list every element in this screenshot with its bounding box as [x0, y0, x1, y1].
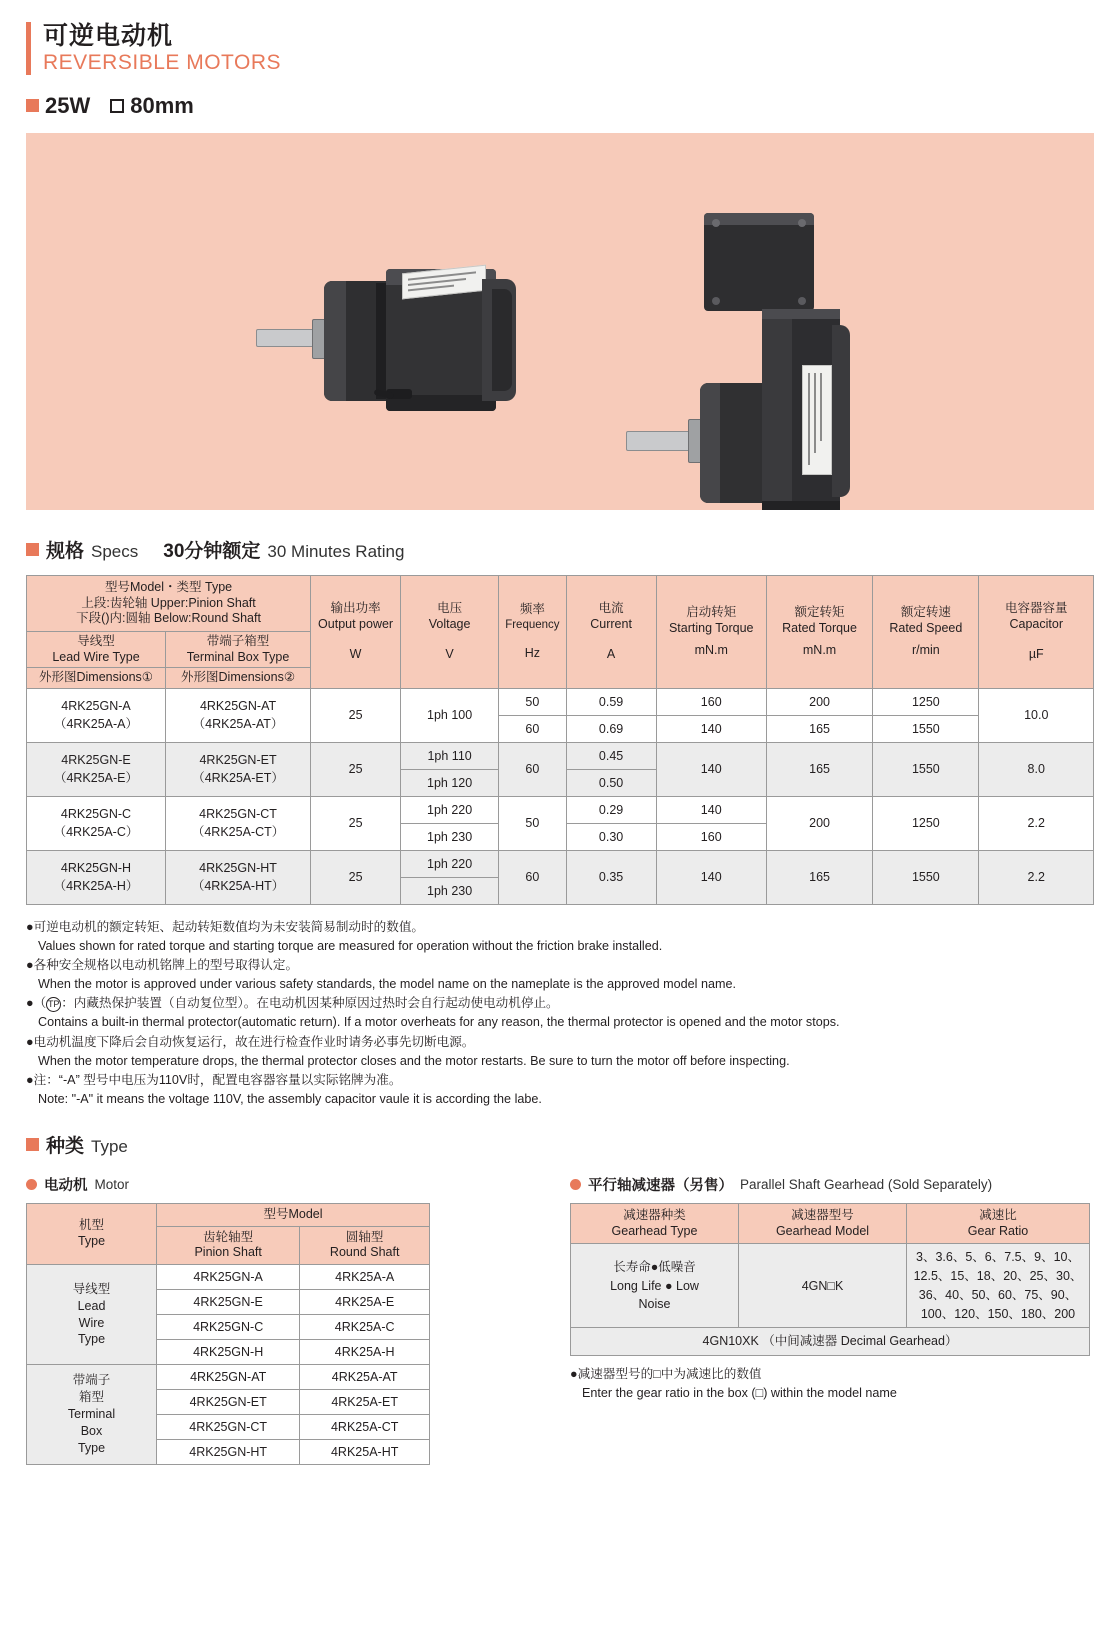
cell-starting-torque: 160 [656, 688, 766, 715]
gearhead-table [570, 1203, 1090, 1356]
cell-voltage: 1ph 100 [401, 688, 499, 742]
motor-head-round-cn: 圆轴型 [345, 1229, 384, 1244]
cell-frequency: 50 [499, 688, 566, 715]
note-cn: ●可逆电动机的额定转矩、起动转矩数值均为未安装简易制动时的数值。 [26, 919, 425, 934]
cell-lead-model [27, 796, 166, 850]
rating-title-cn: 30分钟额定 [163, 540, 261, 562]
cell-round-model: 4RK25A-A [300, 1265, 430, 1290]
cell-current: 0.29 [566, 796, 656, 823]
orange-square-icon [26, 543, 39, 556]
cell-voltage: 1ph 230 [401, 823, 499, 850]
group-term-en1: Terminal [67, 1407, 116, 1422]
lead-model-pinion: 4RK25GN-E [61, 753, 131, 768]
cell-pinion-model: 4RK25GN-CT [157, 1415, 300, 1440]
gearhead-subhead [570, 1174, 1090, 1195]
cell-gearhead-model: 4GN□K [739, 1244, 907, 1328]
cell-starting-torque: 140 [656, 715, 766, 742]
lead-en: Lead Wire Type [52, 649, 140, 664]
cell-round-model: 4RK25A-H [300, 1340, 430, 1365]
page [0, 22, 1120, 1629]
current-unit: A [606, 646, 616, 661]
start-cn: 启动转矩 [686, 605, 737, 620]
term-model-round: （4RK25A-ET） [192, 771, 284, 786]
table-row [571, 1328, 1090, 1356]
cell-rated-torque: 200 [766, 688, 872, 715]
group-term-cn1: 带端子 [72, 1373, 111, 1388]
gearhead-head-model-cn: 减速器型号 [791, 1208, 854, 1223]
gearhead-type-en2: Noise [638, 1297, 671, 1312]
freq-en: Frequency [505, 618, 560, 631]
thermal-protector-icon: TP [46, 997, 61, 1012]
lead-model-pinion: 4RK25GN-A [61, 699, 131, 714]
cell-round-model: 4RK25A-AT [300, 1365, 430, 1390]
cell-terminal-model [165, 688, 310, 742]
cell-pinion-model: 4RK25GN-ET [157, 1390, 300, 1415]
group-lead-en3: Type [77, 1332, 106, 1347]
orange-square-icon [26, 1138, 39, 1151]
rated-cn: 额定转矩 [794, 605, 845, 620]
cell-decimal-gearhead: 4GN10XK （中间减速器 Decimal Gearhead） [571, 1328, 1090, 1356]
cell-frequency: 60 [499, 715, 566, 742]
cell-round-model: 4RK25A-HT [300, 1440, 430, 1465]
voltage-en: Voltage [428, 617, 471, 632]
start-en: Starting Torque [668, 621, 754, 636]
orange-square-icon [26, 99, 39, 112]
gearhead-note-cn: ●减速器型号的□中为减速比的数值 [570, 1367, 762, 1382]
gearhead-type-cn: 长寿命●低噪音 [613, 1259, 696, 1274]
cell-starting-torque: 160 [656, 823, 766, 850]
cell-pinion-model: 4RK25GN-C [157, 1315, 300, 1340]
note-cn: ●注：“-A” 型号中电压为110V时，配置电容器容量以实际铭牌为准。 [26, 1072, 402, 1087]
specs-header-rated-speed [873, 575, 979, 688]
gearhead-head-model-en: Gearhead Model [775, 1223, 870, 1238]
specs-header-frequency [499, 575, 566, 688]
term-cn: 带端子箱型 [206, 633, 270, 648]
note-cn: ●电动机温度下降后会自动恢复运行，故在进行检查作业时请务必事先切断电源。 [26, 1034, 475, 1049]
motor-head-round-en: Round Shaft [329, 1245, 400, 1260]
cell-rated-speed: 1550 [873, 715, 979, 742]
cell-frequency: 50 [499, 796, 566, 850]
output-en: Output power [318, 617, 394, 632]
page-title-en: REVERSIBLE MOTORS [43, 50, 282, 74]
table-row [27, 850, 1094, 877]
motor-group-lead-wire [27, 1265, 157, 1365]
cell-rated-speed: 1550 [873, 742, 979, 796]
table-row [27, 796, 1094, 823]
cell-gear-ratio [907, 1244, 1090, 1328]
motor-head-model: 型号Model [157, 1204, 430, 1227]
cell-capacitor: 8.0 [979, 742, 1094, 796]
cell-rated-torque: 165 [766, 742, 872, 796]
group-lead-en1: Lead [77, 1298, 106, 1313]
cell-gearhead-type [571, 1244, 739, 1328]
gearhead-subhead-en: Parallel Shaft Gearhead (Sold Separately) [740, 1177, 993, 1193]
cell-pinion-model: 4RK25GN-H [157, 1340, 300, 1365]
cell-lead-model [27, 850, 166, 904]
cell-rated-speed: 1250 [873, 796, 979, 850]
cell-rated-speed: 1550 [873, 850, 979, 904]
specs-header-lead-wire [27, 631, 166, 667]
cell-round-model: 4RK25A-E [300, 1290, 430, 1315]
cell-round-model: 4RK25A-ET [300, 1390, 430, 1415]
orange-dot-icon [570, 1179, 581, 1190]
cell-voltage: 1ph 110 [401, 742, 499, 769]
lead-model-round: （4RK25A-E） [53, 771, 139, 786]
gearhead-footnote [570, 1365, 1090, 1403]
gearhead-head-ratio [907, 1204, 1090, 1244]
cell-current: 0.35 [566, 850, 656, 904]
specs-title-en: Specs [91, 541, 139, 561]
cell-voltage: 1ph 120 [401, 769, 499, 796]
cell-pinion-model: 4RK25GN-AT [157, 1365, 300, 1390]
type-tables-wrapper [26, 1174, 1094, 1465]
type-title-en: Type [91, 1137, 128, 1157]
cap-unit: µF [1028, 646, 1044, 661]
cell-starting-torque: 140 [656, 796, 766, 823]
term-model-pinion: 4RK25GN-HT [199, 861, 277, 876]
cell-rated-torque: 165 [766, 850, 872, 904]
motor-head-pinion-cn: 齿轮轴型 [203, 1229, 254, 1244]
gearhead-subhead-cn: 平行轴减速器（另售） [588, 1178, 733, 1195]
motor-head-round [300, 1226, 430, 1264]
cell-capacitor: 2.2 [979, 850, 1094, 904]
table-row [27, 742, 1094, 769]
motor-head-pinion [157, 1226, 300, 1264]
motor-subhead-en: Motor [94, 1177, 130, 1193]
gearhead-column [570, 1174, 1090, 1465]
note-cn-thermal-text: ：内藏热保护装置（自动复位型）。在电动机因某种原因过热时会自行起动使电动机停止。 [61, 996, 559, 1011]
model-head-line2: 上段:齿轮轴 Upper:Pinion Shaft [81, 595, 256, 610]
gearhead-head-ratio-en: Gear Ratio [967, 1223, 1029, 1238]
note-cn-thermal: ●（ TP ：内藏热保护装置（自动复位型）。在电动机因某种原因过热时会自行起动使电动机停止。 [26, 996, 559, 1011]
ratio-line-4: 100、120、150、180、200 [920, 1306, 1076, 1321]
orange-dot-icon [26, 1179, 37, 1190]
specs-header-output [311, 575, 401, 688]
specs-title-cn: 规格 [46, 540, 85, 562]
specs-header-capacitor [979, 575, 1094, 688]
motor-group-terminal-box [27, 1365, 157, 1465]
ratio-line-1: 3、3.6、5、6、7.5、9、10、 [916, 1250, 1080, 1265]
group-term-en2: Box [80, 1423, 103, 1438]
voltage-cn: 电压 [437, 601, 463, 616]
cell-rated-torque: 165 [766, 715, 872, 742]
table-row [27, 1265, 430, 1290]
note-en: Contains a built-in thermal protector(automatic return). If a motor overheats for any reason, the thermal protector is opened and the motor stops. [38, 1015, 840, 1030]
note-en: When the motor is approved under various safety standards, the model name on the nameplate is the approved model name. [38, 977, 736, 992]
cell-capacitor: 2.2 [979, 796, 1094, 850]
specs-header-rated-torque [766, 575, 872, 688]
specs-header-term-dimensions: 外形图Dimensions② [165, 668, 310, 689]
motor-type-column [26, 1174, 430, 1465]
cell-current: 0.50 [566, 769, 656, 796]
specs-table [26, 575, 1094, 905]
lead-model-round: （4RK25A-A） [53, 717, 139, 732]
cell-voltage: 1ph 220 [401, 796, 499, 823]
specs-header-terminal-box [165, 631, 310, 667]
gearhead-type-en1: Long Life ● Low [610, 1278, 699, 1293]
rated-en: Rated Torque [782, 621, 857, 636]
term-model-pinion: 4RK25GN-AT [199, 699, 277, 714]
cell-output: 25 [311, 688, 401, 742]
motor-head-type [27, 1204, 157, 1265]
lead-model-pinion: 4RK25GN-H [60, 861, 132, 876]
cell-current: 0.59 [566, 688, 656, 715]
hollow-square-icon [110, 99, 124, 113]
cell-pinion-model: 4RK25GN-E [157, 1290, 300, 1315]
lead-cn: 导线型 [77, 633, 115, 648]
freq-cn: 频率 [519, 602, 545, 617]
spec-size-line [26, 93, 1120, 119]
cell-rated-torque: 200 [766, 796, 872, 850]
term-en: Terminal Box Type [186, 649, 290, 664]
lead-model-round: （4RK25A-H） [53, 879, 139, 894]
speed-en: Rated Speed [889, 621, 963, 636]
cell-output: 25 [311, 742, 401, 796]
term-model-pinion: 4RK25GN-CT [199, 807, 277, 822]
specs-notes [26, 918, 1094, 1109]
cell-frequency: 60 [499, 850, 566, 904]
freq-unit: Hz [524, 646, 541, 661]
speed-unit: r/min [911, 642, 940, 657]
group-lead-en2: Wire [78, 1315, 105, 1330]
motor-head-type-en: Type [77, 1234, 106, 1249]
group-term-cn2: 箱型 [78, 1390, 104, 1405]
cell-capacitor: 10.0 [979, 688, 1094, 742]
term-model-round: （4RK25A-AT） [192, 717, 284, 732]
motor-head-type-cn: 机型 [78, 1218, 104, 1233]
power-label: 25W [45, 92, 91, 118]
group-lead-cn: 导线型 [72, 1281, 111, 1296]
cell-lead-model [27, 742, 166, 796]
cell-starting-torque: 140 [656, 742, 766, 796]
start-unit: mN.m [694, 642, 728, 657]
table-row [27, 688, 1094, 715]
rating-title-en: 30 Minutes Rating [267, 541, 405, 561]
cell-pinion-model: 4RK25GN-A [157, 1265, 300, 1290]
note-en: Values shown for rated torque and starting torque are measured for operation without the friction brake installed. [38, 938, 663, 953]
term-model-round: （4RK25A-HT） [191, 879, 285, 894]
model-head-line1: 型号Model・类型 Type [104, 579, 233, 594]
type-title-cn: 种类 [46, 1136, 85, 1158]
gearhead-head-type-cn: 减速器种类 [623, 1208, 686, 1223]
note-en: When the motor temperature drops, the thermal protector closes and the motor restarts. Be sure to turn the motor off before inspecting. [38, 1053, 790, 1068]
cell-output: 25 [311, 850, 401, 904]
specs-header-voltage [401, 575, 499, 688]
cell-round-model: 4RK25A-CT [300, 1415, 430, 1440]
motor-head-pinion-en: Pinion Shaft [194, 1245, 262, 1260]
note-en: Note: "-A" it means the voltage 110V, the assembly capacitor vaule it is according the labe. [38, 1092, 542, 1107]
specs-header-starting-torque [656, 575, 766, 688]
specs-header-lead-dimensions: 外形图Dimensions① [27, 668, 166, 689]
cell-terminal-model [165, 796, 310, 850]
term-model-pinion: 4RK25GN-ET [199, 753, 277, 768]
product-image-banner [26, 133, 1094, 510]
ratio-line-3: 36、40、50、60、75、90、 [918, 1287, 1078, 1302]
cell-voltage: 1ph 230 [401, 877, 499, 904]
motor-subhead [26, 1174, 430, 1195]
cell-pinion-model: 4RK25GN-HT [157, 1440, 300, 1465]
group-term-en3: Type [77, 1440, 106, 1455]
speed-cn: 额定转速 [900, 605, 951, 620]
specs-header-current [566, 575, 656, 688]
cell-current: 0.30 [566, 823, 656, 850]
current-en: Current [590, 617, 632, 632]
motor-subhead-cn: 电动机 [44, 1178, 88, 1195]
term-model-round: （4RK25A-CT） [191, 825, 285, 840]
cell-current: 0.69 [566, 715, 656, 742]
cap-en: Capacitor [1009, 617, 1063, 632]
cell-rated-speed: 1250 [873, 688, 979, 715]
cell-lead-model [27, 688, 166, 742]
type-section-title [26, 1131, 1120, 1158]
gearhead-head-type-en: Gearhead Type [611, 1223, 698, 1238]
specs-header-model [27, 575, 311, 631]
gearhead-head-type [571, 1204, 739, 1244]
gearhead-head-ratio-cn: 减速比 [979, 1208, 1017, 1223]
table-row [27, 1365, 430, 1390]
page-title-cn: 可逆电动机 [43, 22, 174, 50]
output-cn: 输出功率 [330, 601, 381, 616]
cell-round-model: 4RK25A-C [300, 1315, 430, 1340]
note-cn: ●各种安全规格以电动机铭牌上的型号取得认定。 [26, 958, 299, 973]
specs-section-title [26, 536, 1120, 563]
rated-unit: mN.m [802, 642, 837, 657]
cell-current: 0.45 [566, 742, 656, 769]
output-unit: W [349, 646, 362, 661]
voltage-unit: V [445, 646, 454, 661]
gearhead-note-en: Enter the gear ratio in the box (□) within the model name [582, 1386, 897, 1401]
motor-type-table [26, 1203, 430, 1465]
cell-voltage: 1ph 220 [401, 850, 499, 877]
lead-model-round: （4RK25A-C） [53, 825, 139, 840]
frame-size-label: 80mm [130, 92, 194, 118]
cell-starting-torque: 140 [656, 850, 766, 904]
lead-model-pinion: 4RK25GN-C [60, 807, 132, 822]
current-cn: 电流 [598, 601, 624, 616]
cell-terminal-model [165, 850, 310, 904]
cap-cn: 电容器容量 [1004, 601, 1068, 616]
model-head-line3: 下段()内:圆轴 Below:Round Shaft [76, 611, 261, 626]
table-row [571, 1244, 1090, 1328]
page-header [26, 22, 326, 75]
gearhead-head-model [739, 1204, 907, 1244]
cell-terminal-model [165, 742, 310, 796]
cell-output: 25 [311, 796, 401, 850]
ratio-line-2: 12.5、15、18、20、25、30、 [913, 1269, 1083, 1284]
cell-frequency: 60 [499, 742, 566, 796]
